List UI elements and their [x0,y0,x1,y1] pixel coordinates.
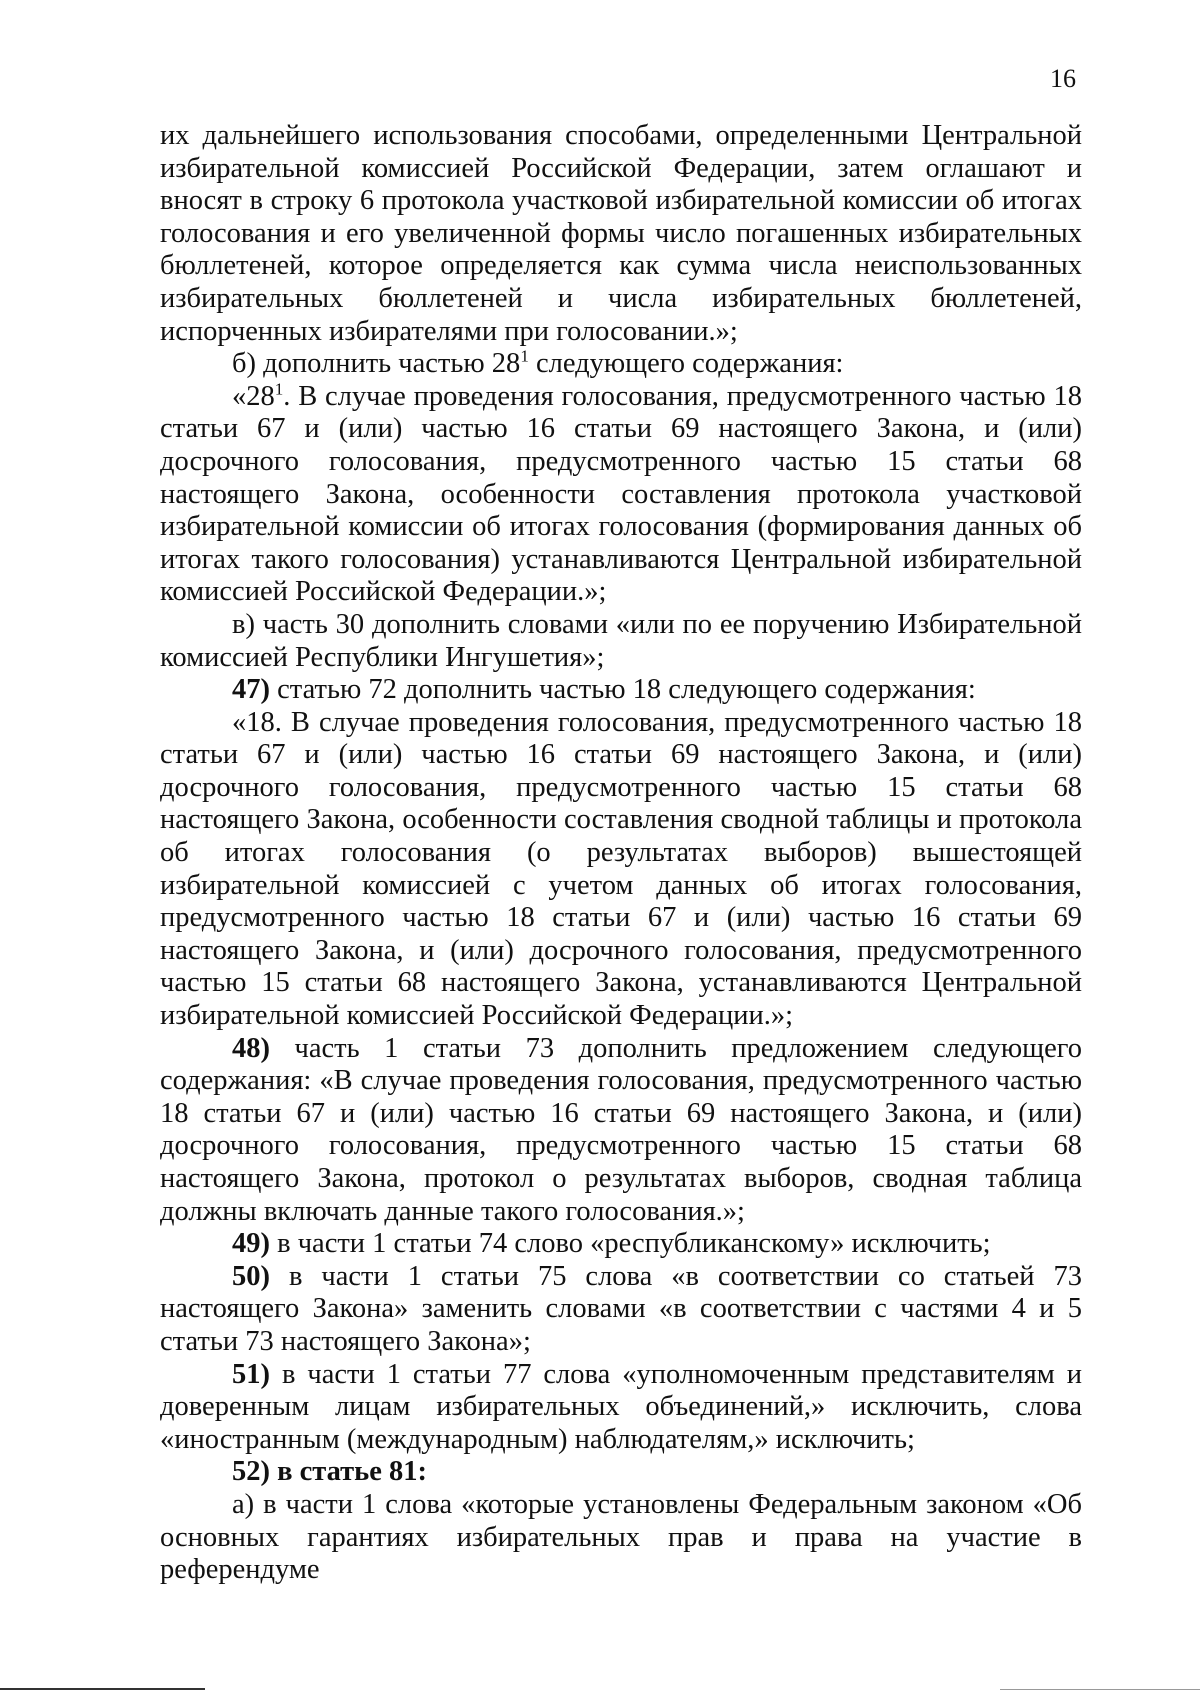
paragraph-text: «28 [232,380,275,412]
paragraph-text: «18. В случае проведения голосования, предусмотренного частью 18 статьи 67 и (или) частью 16 статьи 69 настоящего Закона, и (или) досрочного голосования, предусмотренного частью 15 статьи 68 настоящего Закона, особенности составления сводной таблицы и протокола об итогах голосования (о результатах выборов) вышестоящей избирательной комиссией с учетом данных об итогах голосования, предусмотренного частью 18 статьи 67 и (или) частью 16 статьи 69 настоящего Закона, и (или) досрочного голосования, предусмотренного частью 15 статьи 68 настоящего Закона, устанавливаются Центральной избирательной комиссией Российской Федерации.»; [160,706,1082,1032]
paragraph-text: статью 72 дополнить частью 18 следующего содержания: [270,674,976,706]
footer-rule [0,1688,205,1690]
document-body [160,120,1082,1587]
paragraph [160,348,1082,381]
paragraph [160,609,1082,674]
paragraph [160,120,1082,348]
item-number: 47) [232,674,270,706]
paragraph [160,381,1082,609]
paragraph [160,1228,1082,1261]
page-number: 16 [1050,64,1076,93]
paragraph-text: а) в части 1 слова «которые установлены Федеральным законом «Об основных гарантиях избирательных прав и права на участие в референдуме [160,1488,1082,1586]
paragraph [160,674,1082,707]
paragraph-text: часть 1 статьи 73 дополнить предложением следующего содержания: «В случае проведения голосования, предусмотренного частью 18 статьи 67 и (или) частью 16 статьи 69 настоящего Закона, и (или) досрочного голосования, предусмотренного частью 15 статьи 68 настоящего Закона, протокол о результатах выборов, сводная таблица должны включать данные такого голосования.»; [160,1032,1082,1227]
item-number: 52) в статье 81: [232,1456,427,1488]
footer-rule-right [1000,1689,1200,1690]
paragraph [160,1489,1082,1587]
paragraph-text: б) дополнить частью 28 [232,348,521,380]
paragraph-text: их дальнейшего использования способами, определенными Центральной избирательной комиссией Российской Федерации, затем оглашают и вносят в строку 6 протокола участковой избирательной комиссии об итогах голосования и его увеличенной формы число погашенных избирательных бюллетеней, которое определяется как сумма числа неиспользованных избирательных бюллетеней и числа избирательных бюллетеней, испорченных избирателями при голосовании.»; [160,120,1082,347]
superscript: 1 [274,379,284,399]
paragraph-text: в части 1 статьи 75 слова «в соответствии со статьей 73 настоящего Закона» заменить словами «в соответствии с частями 4 и 5 статьи 73 настоящего Закона»; [160,1260,1082,1357]
item-number: 51) [232,1358,270,1390]
paragraph [160,1456,1082,1489]
paragraph [160,1261,1082,1359]
paragraph [160,1033,1082,1229]
paragraph [160,707,1082,1033]
superscript: 1 [520,346,529,366]
paragraph-text: следующего содержания: [528,348,844,380]
item-number: 50) [232,1260,270,1292]
item-number: 48) [232,1032,270,1064]
paragraph [160,1359,1082,1457]
paragraph-text: . В случае проведения голосования, предусмотренного частью 18 статьи 67 и (или) частью 16 статьи 69 настоящего Закона, и (или) досрочного голосования, предусмотренного частью 15 статьи 68 настоящего Закона, особенности составления протокола участковой избирательной комиссии об итогах голосования (формирования данных об итогах такого голосования) устанавливаются Центральной избирательной комиссией Российской Федерации.»; [160,380,1082,608]
item-number: 49) [232,1228,270,1260]
paragraph-text: в) часть 30 дополнить словами «или по ее поручению Избирательной комиссией Республики Ингушетия»; [160,608,1082,673]
paragraph-text: в части 1 статьи 77 слова «уполномоченным представителям и доверенным лицам избирательных объединений,» исключить, слова «иностранным (международным) наблюдателям,» исключить; [160,1358,1082,1455]
paragraph-text: в части 1 статьи 74 слово «республиканскому» исключить; [270,1228,991,1260]
